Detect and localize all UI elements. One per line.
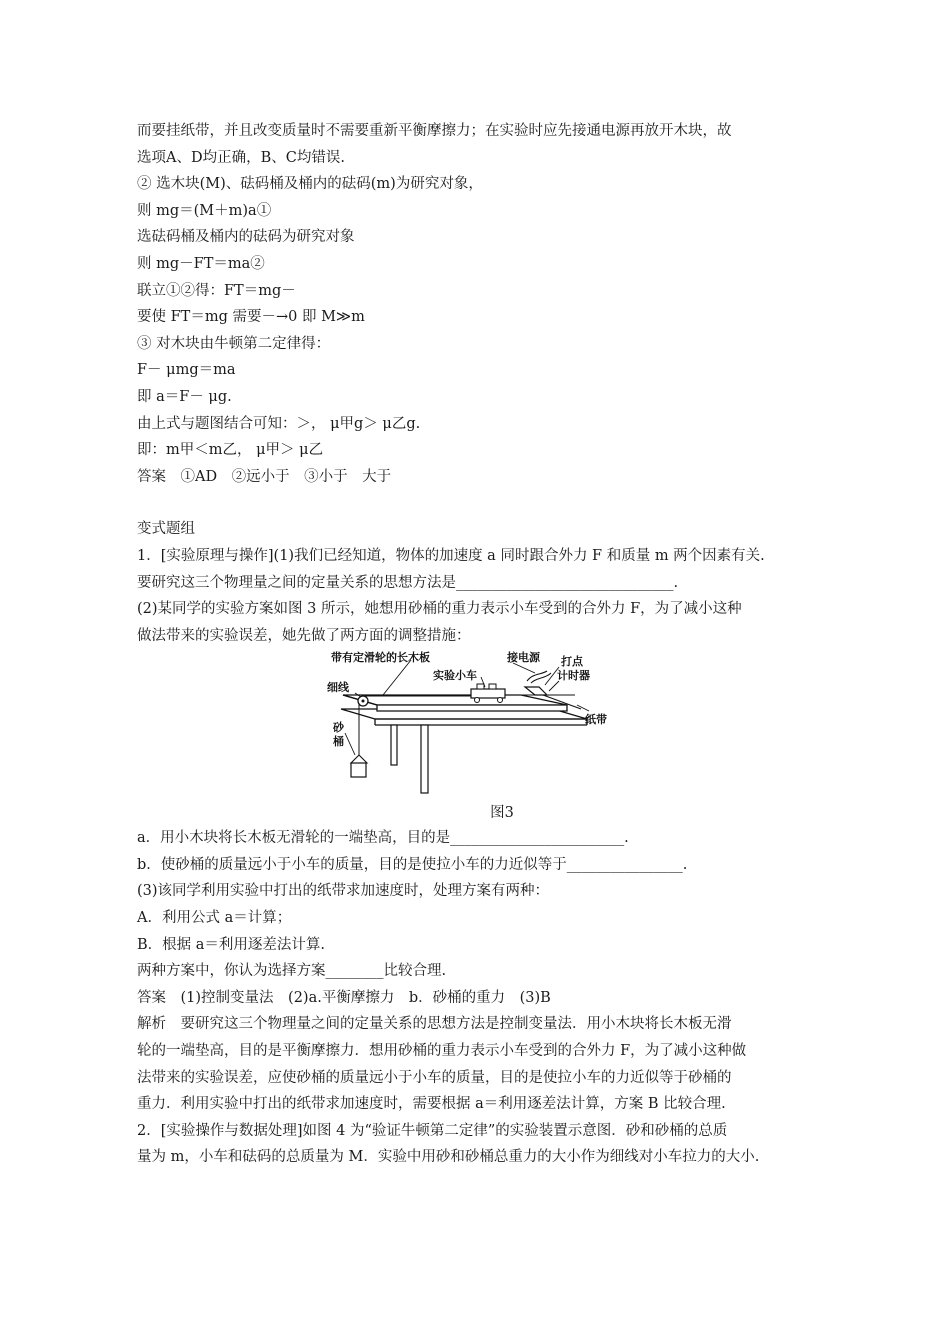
solution-continued	[137, 118, 837, 490]
text-line: 而要挂纸带，并且改变质量时不需要重新平衡摩擦力；在实验时应先接通电源再放开木块，故	[137, 123, 732, 139]
question-line: (3)该同学利用实验中打出的纸带求加速度时，处理方案有两种：	[137, 883, 550, 900]
string-label: 细线	[327, 681, 349, 695]
analysis-line: 解析 要研究这三个物理量之间的定量关系的思想方法是控制变量法．用小木块将长木板无滑	[137, 1016, 732, 1033]
analysis-line: 重力．利用实验中打出的纸带求加速度时，需要根据 a＝利用逐差法计算，方案 B 比较合理.	[137, 1096, 726, 1113]
equation-line: 则 mg＝(M＋m)a①	[137, 202, 272, 219]
table-leg	[421, 725, 428, 793]
answer-line: 答案 (1)控制变量法 (2)a.平衡摩擦力 b．砂桶的重力 (3)B	[137, 989, 551, 1006]
bucket-label: 桶	[333, 735, 344, 749]
text-line: 选项A、D均正确，B、C均错误.	[137, 149, 345, 166]
document-page	[137, 118, 837, 1171]
table-leg	[391, 725, 397, 765]
text-line: ② 选木块(M)、砝码桶及桶内的砝码(m)为研究对象，	[137, 176, 483, 193]
equation-line: 则 mg－FT＝ma②	[137, 255, 265, 272]
cart	[471, 689, 505, 698]
equation-line: 即 a＝F－ μg.	[137, 388, 232, 405]
question-line: (2)某同学的实验方案如图 3 所示，她想用砂桶的重力表示小车受到的合外力 F，为了减小这种	[137, 601, 742, 618]
text-line: ③ 对木块由牛顿第二定律得：	[137, 335, 331, 352]
question-continued	[137, 825, 837, 1171]
question-line: 量为 m，小车和砝码的总质量为 M．实验中用砂和砂桶总重力的大小作为细线对小车拉力的大小.	[137, 1149, 760, 1166]
experiment-apparatus-diagram	[313, 651, 613, 799]
equation-line: 即：m甲＜m乙， μ甲＞ μ乙	[137, 442, 324, 459]
analysis-line: 法带来的实验误差，应使砂桶的质量远小于小车的质量，目的是使拉小车的力近似等于砂桶的	[137, 1069, 732, 1086]
equation-line: F－ μmg＝ma	[137, 362, 236, 379]
cart-label: 实验小车	[433, 669, 477, 683]
section-heading: 变式题组	[137, 521, 195, 538]
question-line: 做法带来的实验误差，她先做了两方面的调整措施：	[137, 627, 471, 644]
equation-line: 联立①②得：FT＝mg－	[137, 282, 296, 299]
board-label: 带有定滑轮的长木板	[331, 651, 430, 665]
equation-line: 要使 FT＝mg 需要－→0 即 M≫m	[137, 309, 365, 326]
question-line: 2．[实验操作与数据处理]如图 4 为“验证牛顿第二定律”的实验装置示意图．砂和砂桶的总质	[137, 1122, 728, 1139]
tape-label: 纸带	[585, 713, 607, 727]
question-line: 1．[实验原理与操作](1)我们已经知道，物体的加速度 a 同时跟合外力 F 和质量 m 两个因素有关.	[137, 547, 765, 564]
question-line: a．用小木块将长木板无滑轮的一端垫高，目的是________________________.	[137, 830, 629, 847]
question-line: 两种方案中，你认为选择方案________比较合理.	[137, 963, 447, 980]
question-line: b．使砂桶的质量远小于小车的质量，目的是使拉小车的力近似等于________________.	[137, 856, 688, 873]
option-line: B．根据 a＝利用逐差法计算.	[137, 936, 326, 953]
question-line: 要研究这三个物理量之间的定量关系的思想方法是______________________________.	[137, 574, 679, 591]
experiment-figure	[137, 651, 837, 799]
answer-line: 答案 ①AD ②远小于 ③小于 大于	[137, 468, 392, 485]
option-line: A．利用公式 a＝计算；	[137, 910, 292, 927]
bucket-label: 砂	[333, 721, 344, 735]
power-label: 接电源	[507, 651, 540, 665]
text-line: 选砝码桶及桶内的砝码为研究对象	[137, 229, 355, 246]
analysis-line: 轮的一端垫高，目的是平衡摩擦力．想用砂桶的重力表示小车受到的合外力 F，为了减小这种做	[137, 1043, 747, 1060]
timer	[525, 687, 547, 695]
variant-problems	[137, 516, 837, 649]
timer-label: 计时器	[557, 669, 590, 683]
figure-caption: 图3	[490, 805, 514, 822]
timer-label: 打点	[561, 655, 583, 669]
sand-bucket	[351, 763, 366, 777]
equation-line: 由上式与题图结合可知：＞， μ甲g＞ μ乙g.	[137, 415, 421, 432]
